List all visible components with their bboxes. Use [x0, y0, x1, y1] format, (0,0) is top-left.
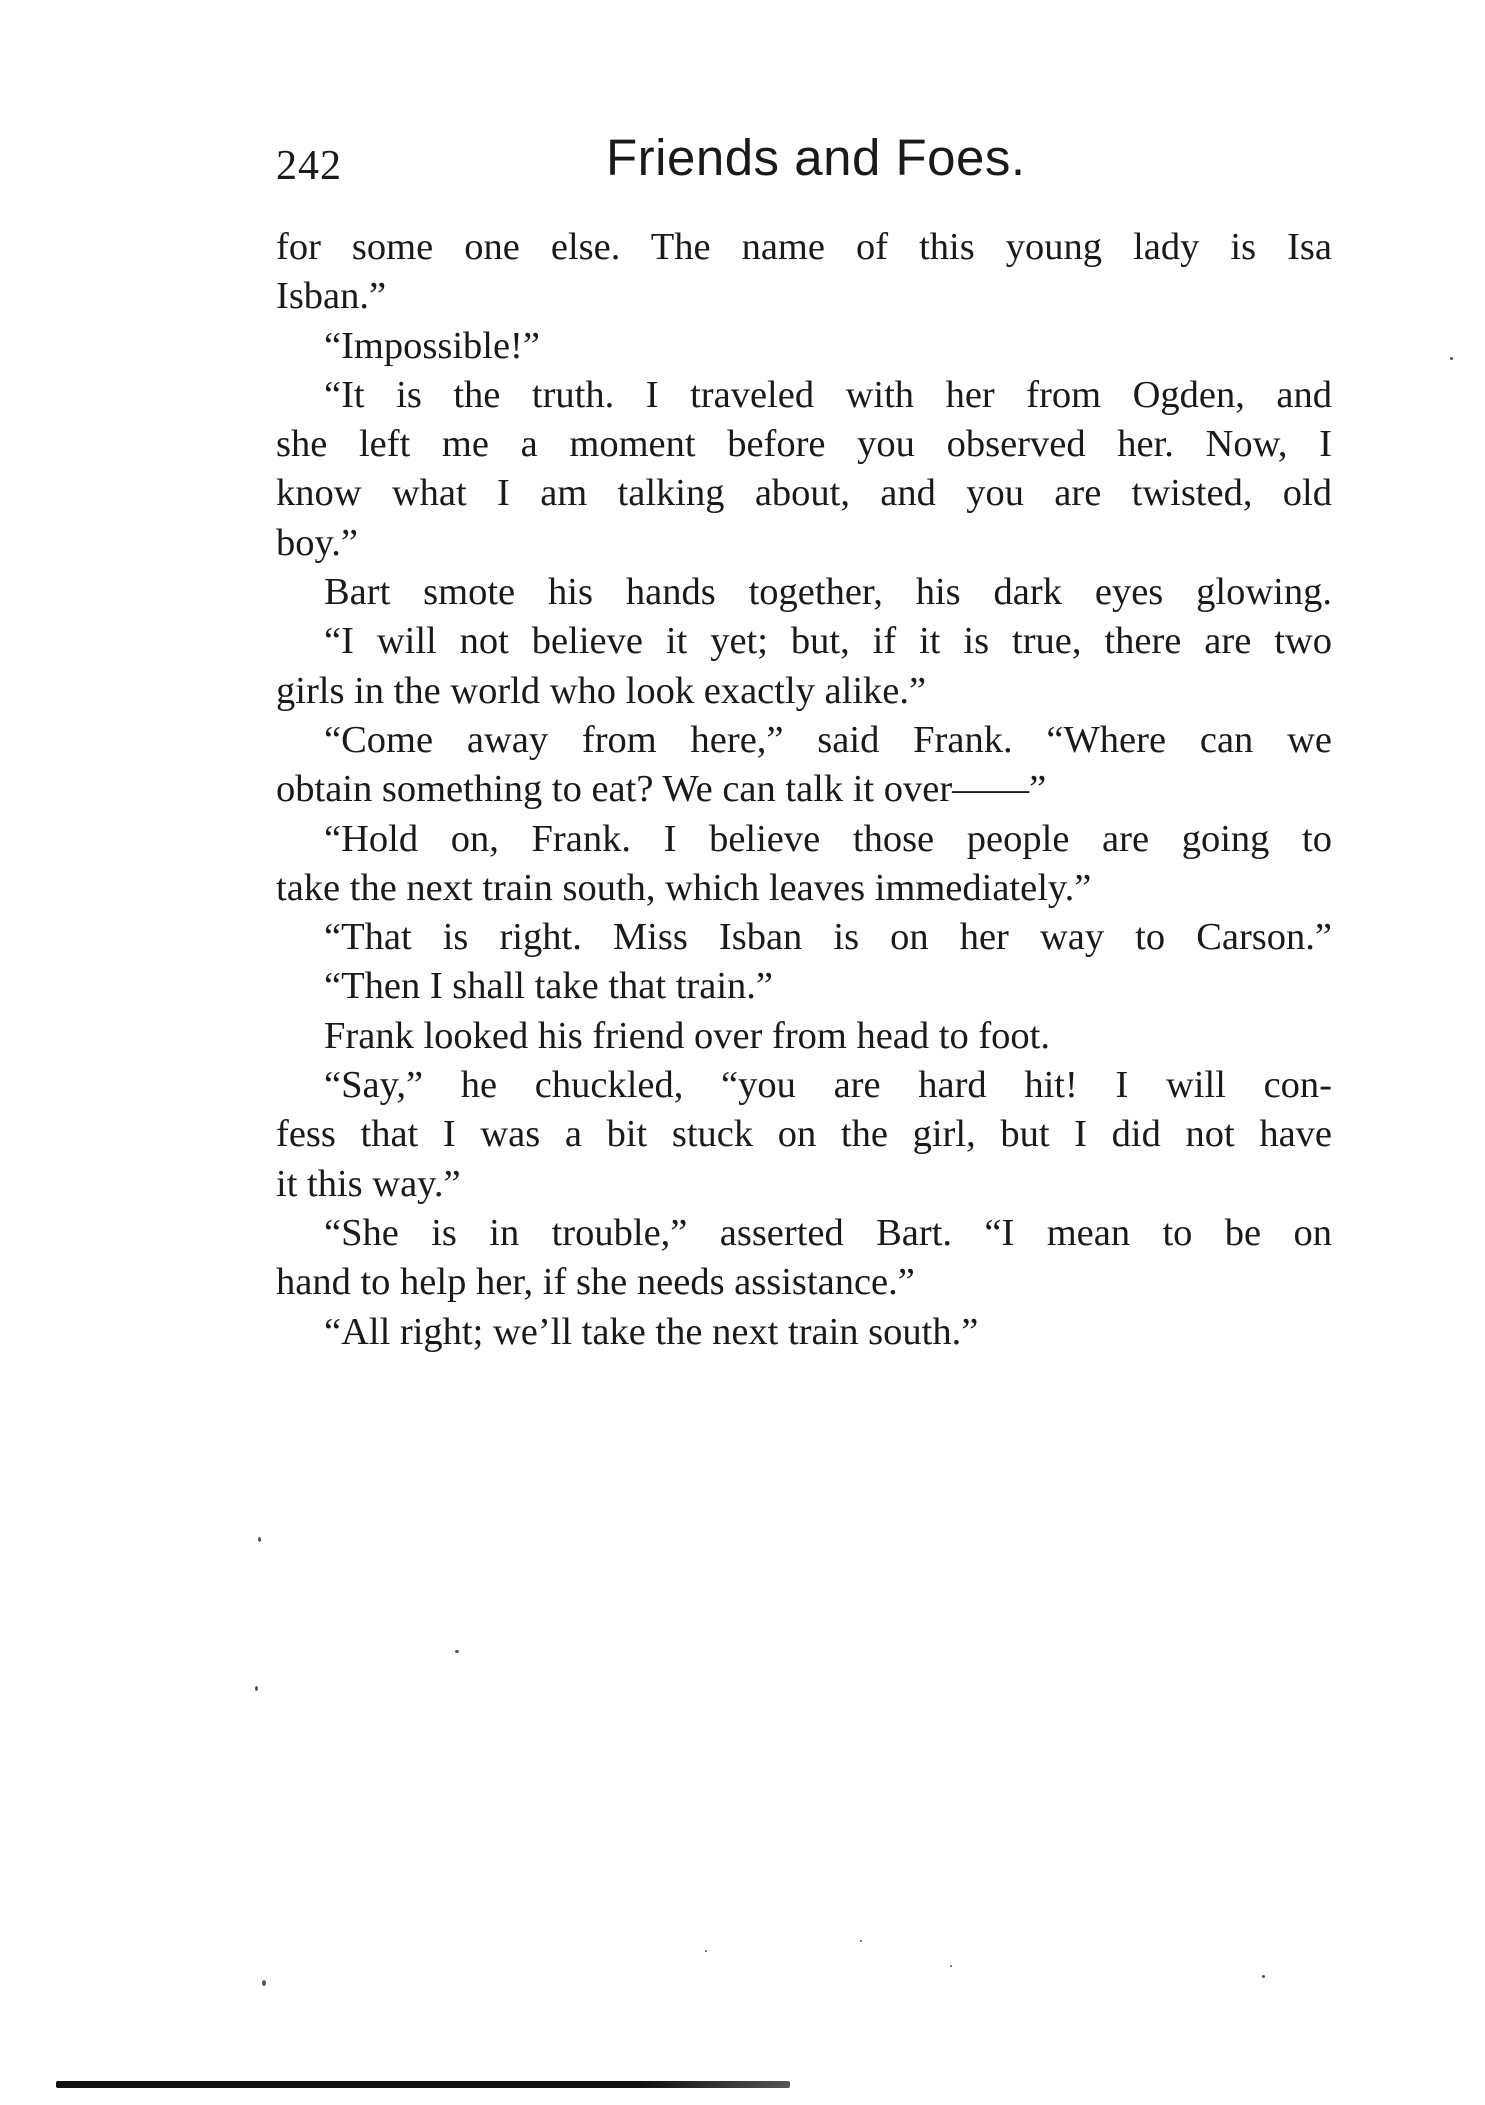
text-line: it this way.”	[276, 1162, 461, 1205]
scan-speck	[705, 1950, 707, 1952]
text-line: boy.”	[276, 521, 358, 564]
text-line: obtain something to eat? We can talk it over——”	[276, 768, 1047, 811]
running-title: Friends and Foes.	[606, 129, 1026, 186]
text-line: “All right; we’ll take the next train south.”	[324, 1310, 979, 1353]
text-line: Bart smote his hands together, his dark eyes glowing.	[324, 571, 1332, 614]
text-line: “Then I shall take that train.”	[324, 965, 773, 1008]
page-number: 242	[276, 143, 342, 189]
scan-speck	[262, 1980, 266, 1986]
text-line: girls in the world who look exactly alike.”	[276, 669, 927, 712]
page-header	[276, 128, 1332, 198]
scan-speck	[860, 1940, 862, 1942]
text-line: “She is in trouble,” asserted Bart. “I mean to be on	[324, 1211, 1332, 1254]
text-line: “It is the truth. I traveled with her from Ogden, and	[324, 373, 1332, 416]
scan-speck	[255, 1686, 258, 1691]
text-line: know what I am talking about, and you are twisted, old	[276, 472, 1332, 515]
text-line: she left me a moment before you observed her. Now, I	[276, 423, 1332, 466]
text-line: hand to help her, if she needs assistance.”	[276, 1261, 915, 1304]
text-line: “Hold on, Frank. I believe those people are going to	[324, 817, 1332, 860]
text-line: “I will not believe it yet; but, if it is true, there are two	[324, 620, 1332, 663]
body-text	[276, 223, 1332, 1357]
text-line: “Come away from here,” said Frank. “Where can we	[324, 718, 1332, 761]
scan-speck	[258, 1537, 261, 1542]
bottom-rule	[56, 2081, 790, 2088]
text-line: for some one else. The name of this young lady is Isa	[276, 226, 1332, 268]
text-line: Isban.”	[276, 275, 387, 318]
scan-speck	[950, 1965, 952, 1967]
scan-speck	[1262, 1975, 1265, 1978]
text-line: “Say,” he chuckled, “you are hard hit! I will con-	[324, 1064, 1332, 1107]
text-line: fess that I was a bit stuck on the girl, but I did not have	[276, 1113, 1332, 1156]
text-line: “That is right. Miss Isban is on her way to Carson.”	[324, 916, 1332, 959]
text-line: Frank looked his friend over from head to foot.	[324, 1014, 1050, 1057]
text-line: “Impossible!”	[324, 324, 540, 367]
scan-speck	[455, 1650, 459, 1653]
scan-speck	[1450, 357, 1453, 360]
text-line: take the next train south, which leaves immediately.”	[276, 866, 1092, 909]
